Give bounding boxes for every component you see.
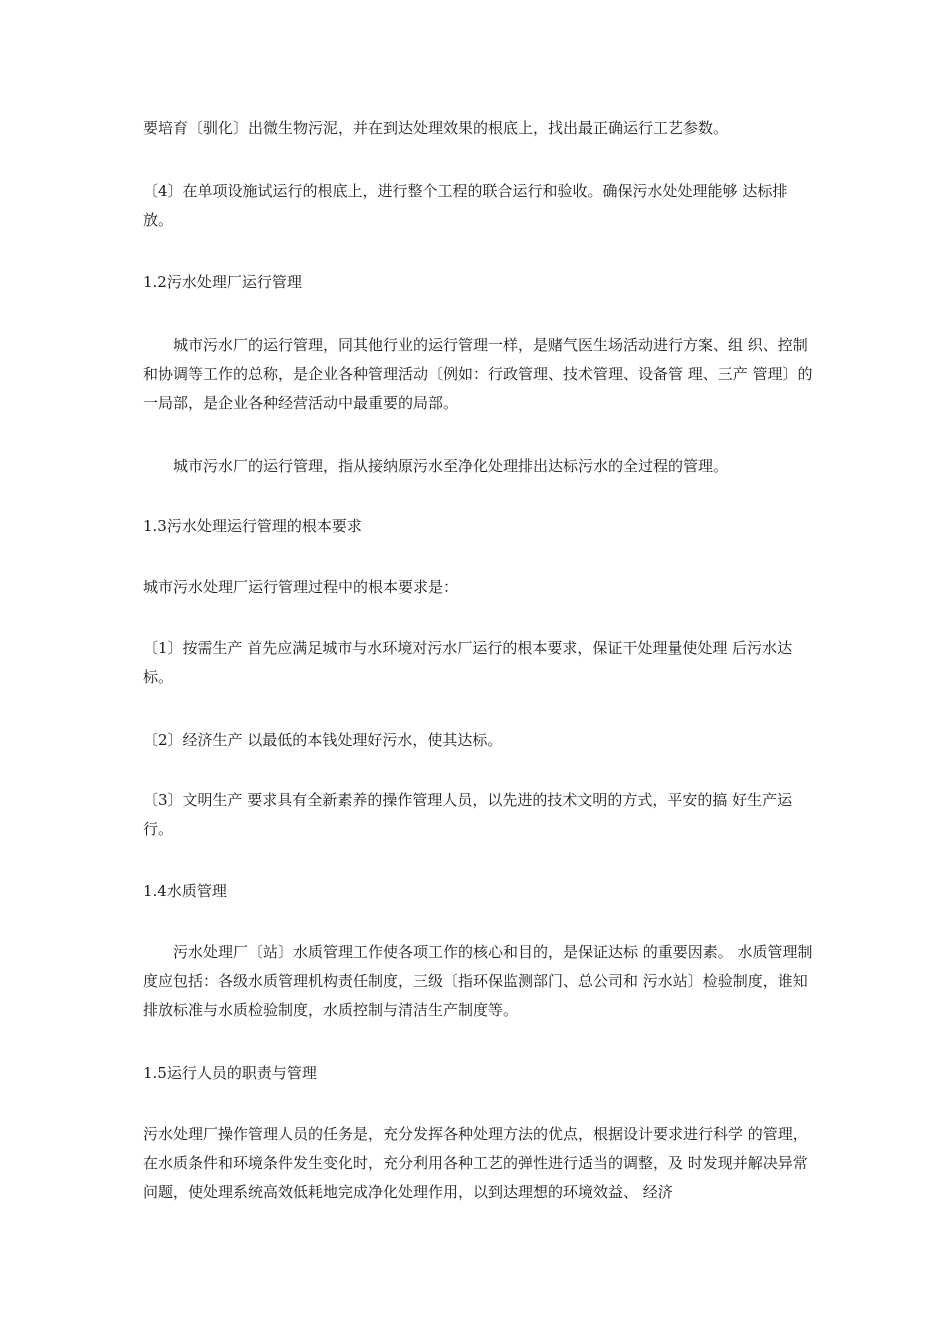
paragraph-water-quality-management: 污水处理厂〔站〕水质管理工作使各项工作的核心和目的，是保证达标 的重要因素。 水质管理制度应包括：各级水质管理机构责任制度，三级〔指环保监测部门、总公司和 污水站〕检验制度，谁知排放标准与水质检验制度，水质控制与清洁生产制度等。: [143, 943, 813, 1019]
heading-1-2: 1.2污水处理厂运行管理: [143, 273, 302, 291]
paragraph-operation-management-definition: 城市污水厂的运行管理，同其他行业的运行管理一样，是赌气医生场活动进行方案、组 织、控制和协调等工作的总称，是企业各种管理活动〔例如：行政管理、技术管理、设备管 理、三产 管理〕的一局部，是企业各种经营活动中最重要的局部。: [143, 336, 813, 412]
paragraph-operator-duties: 污水处理厂操作管理人员的任务是，充分发挥各种处理方法的优点，根据设计要求进行科学 的管理，在水质条件和环境条件发生变化时，充分利用各种工艺的弹性进行适当的调整，及 时发现并解决异常问题，使处理系统高效低耗地完成净化处理作用，以到达理想的环境效益、 经济: [143, 1125, 808, 1201]
paragraph-sludge-cultivation: 要培育〔驯化〕出微生物污泥，并在到达处理效果的根底上，找出最正确运行工艺参数。: [143, 119, 729, 137]
heading-1-3: 1.3污水处理运行管理的根本要求: [143, 517, 362, 535]
paragraph-requirement-3: 〔3〕文明生产 要求具有全新素养的操作管理人员，以先进的技术文明的方式，平安的搞 好生产运行。: [143, 791, 793, 838]
heading-1-4: 1.4水质管理: [143, 882, 227, 900]
paragraph-requirement-1: 〔1〕按需生产 首先应满足城市与水环境对污水厂运行的根本要求，保证干处理量使处理 后污水达标。: [143, 639, 793, 686]
paragraph-requirement-2: 〔2〕经济生产 以最低的本钱处理好污水，使其达标。: [143, 731, 503, 749]
paragraph-joint-operation: 〔4〕在单项设施试运行的根底上，进行整个工程的联合运行和验收。确保污水处处理能够 达标排放。: [143, 182, 788, 229]
paragraph-basic-requirements-intro: 城市污水处理厂运行管理过程中的根本要求是：: [143, 578, 459, 596]
heading-1-5: 1.5运行人员的职责与管理: [143, 1064, 317, 1082]
paragraph-operation-management-scope: 城市污水厂的运行管理，指从接纳原污水至净化处理排出达标污水的全过程的管理。: [173, 457, 729, 475]
